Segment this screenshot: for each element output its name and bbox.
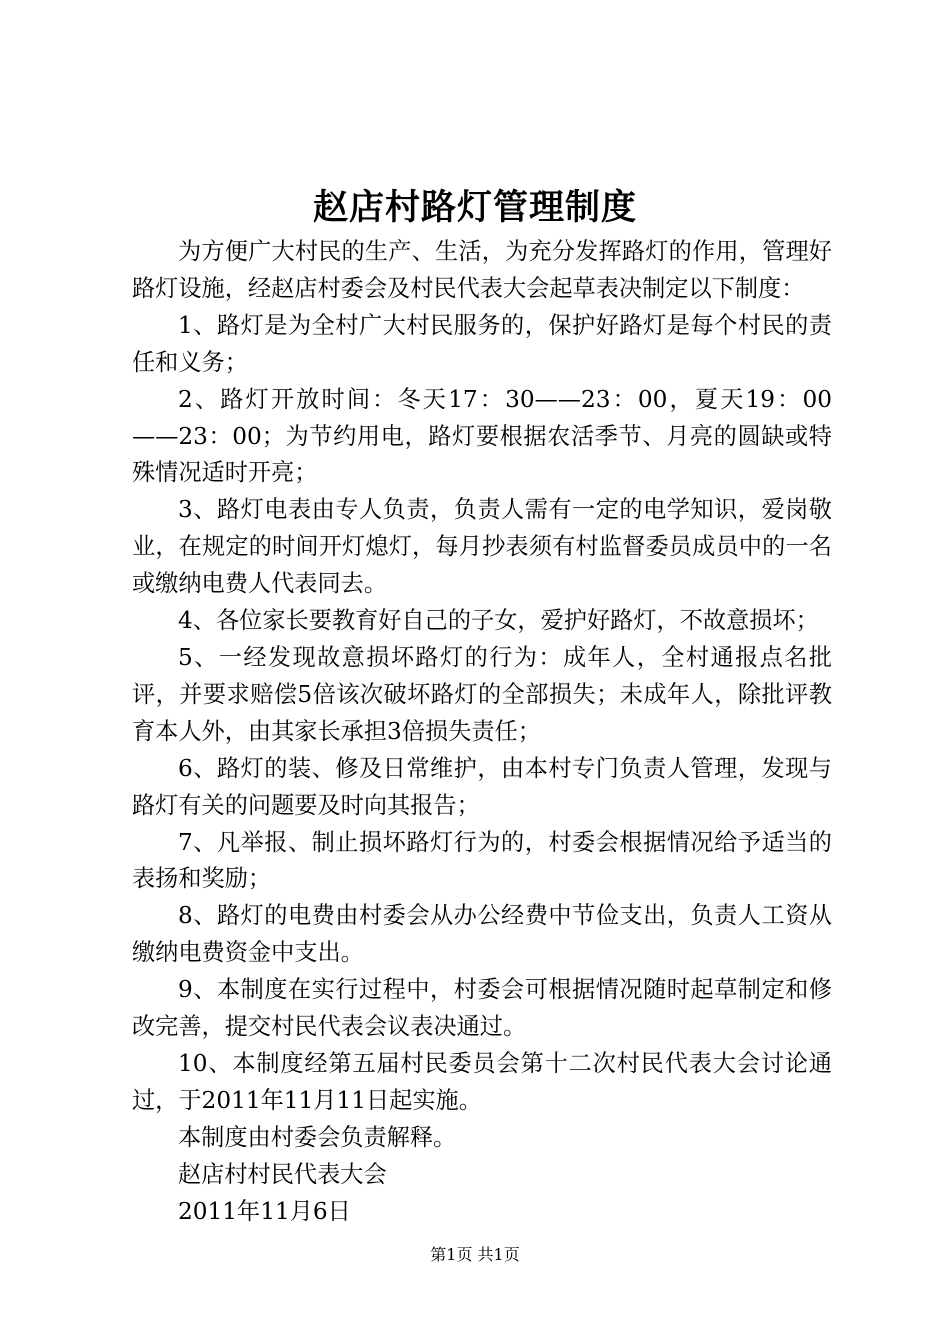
signatory: 赵店村村民代表大会 — [178, 1160, 387, 1188]
rule-item-7: 7、凡举报、制止损坏路灯行为的，村委会根据情况给予适当的表扬和奖励； — [132, 828, 832, 893]
intro-paragraph: 为方便广大村民的生产、生活，为充分发挥路灯的作用，管理好路灯设施，经赵店村委会及村民代表大会起草表决制定以下制度： — [132, 238, 832, 302]
rule-item-2: 2、路灯开放时间：冬天17：30——23：00，夏天19：00——23：00；为节约用电，路灯要根据农活季节、月亮的圆缺或特殊情况适时开亮； — [132, 385, 832, 487]
rule-item-3: 3、路灯电表由专人负责，负责人需有一定的电学知识，爱岗敬业，在规定的时间开灯熄灯，每月抄表须有村监督委员成员中的一名或缴纳电费人代表同去。 — [132, 496, 832, 598]
rule-item-5: 5、一经发现故意损坏路灯的行为：成年人，全村通报点名批评，并要求赔偿5倍该次破坏路灯的全部损失；未成年人，除批评教育本人外，由其家长承担3倍损失责任； — [132, 643, 832, 745]
interpretation-note: 本制度由村委会负责解释。 — [178, 1123, 457, 1151]
rule-item-4: 4、各位家长要教育好自己的子女，爱护好路灯，不故意损坏； — [178, 607, 819, 635]
rule-item-6: 6、路灯的装、修及日常维护，由本村专门负责人管理，发现与路灯有关的问题要及时向其报告； — [132, 754, 832, 819]
page-footer: 第1页 共1页 — [430, 1245, 520, 1264]
rule-item-9: 9、本制度在实行过程中，村委会可根据情况随时起草制定和修改完善，提交村民代表会议表决通过。 — [132, 976, 832, 1041]
rule-item-8: 8、路灯的电费由村委会从办公经费中节俭支出，负责人工资从缴纳电费资金中支出。 — [132, 902, 832, 967]
document-body — [132, 234, 832, 1230]
document-date: 2011年11月6日 — [178, 1197, 351, 1225]
rule-item-10: 10、本制度经第五届村民委员会第十二次村民代表大会讨论通过，于2011年11月11日起实施。 — [132, 1049, 832, 1114]
rule-item-1: 1、路灯是为全村广大村民服务的，保护好路灯是每个村民的责任和义务； — [132, 311, 832, 376]
document-title: 赵店村路灯管理制度 — [312, 187, 637, 228]
